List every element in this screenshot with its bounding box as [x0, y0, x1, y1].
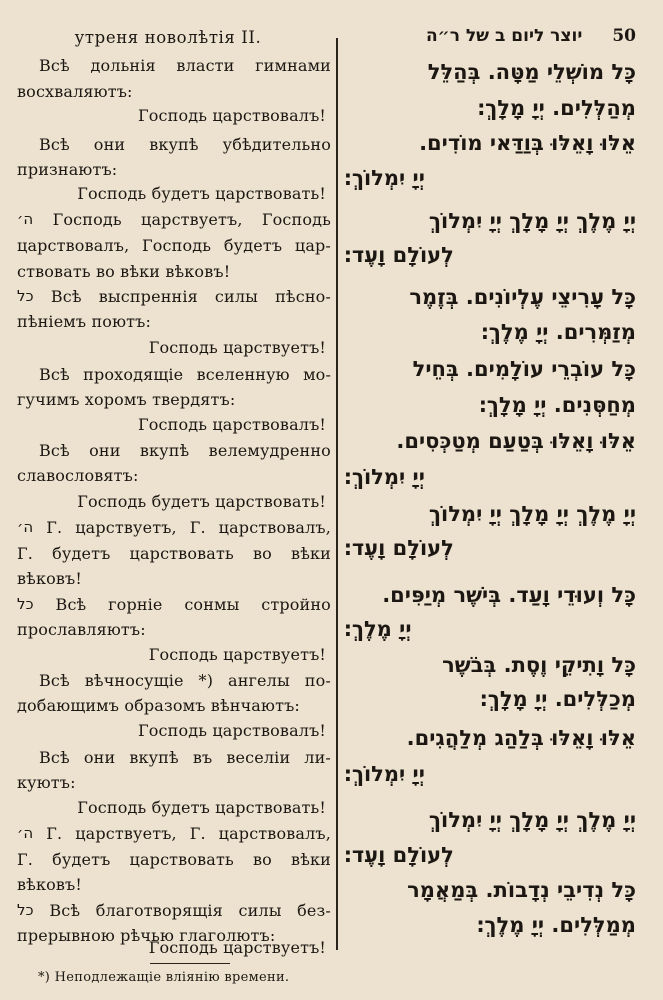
word: проходящіе	[83, 365, 184, 384]
word: веселіи	[226, 748, 291, 767]
word: Всѣ	[39, 135, 70, 154]
russian-line: славословятъ:	[17, 466, 139, 485]
russian-line: восхваляютъ:	[17, 82, 133, 101]
word: Г.	[46, 518, 63, 537]
word: по-	[304, 671, 331, 690]
word: вѣки	[291, 850, 331, 869]
word: царствовать	[129, 544, 234, 563]
word: вѣки	[291, 544, 331, 563]
word: благотворящія	[95, 901, 223, 920]
word: Всѣ	[49, 901, 81, 920]
russian-line: вѣковъ!	[17, 875, 82, 894]
word: силы	[238, 901, 282, 920]
hebrew-line: יְיָ מֶלֶךְ יְיָ מָלָךְ יְיָ יִמְלוֹךְ	[428, 209, 636, 233]
word: *)	[198, 671, 214, 690]
word: власти	[176, 56, 235, 75]
footnote-rule	[150, 963, 230, 964]
russian-line: Господь царствовалъ!	[138, 415, 326, 434]
word: царствуетъ,	[75, 824, 177, 843]
russian-line: Господь будетъ царствовать!	[77, 492, 326, 511]
word: во	[252, 544, 272, 563]
footnote: *) Неподлежащіе вліянію времени.	[38, 970, 290, 985]
hebrew-line: לְעוֹלָם וָעֶד׃	[344, 243, 454, 267]
hebrew-line: יְיָ יִמְלוֹךְ׃	[344, 166, 425, 190]
margin-mark: ה׳	[17, 518, 34, 536]
hebrew-line: מְכַלְּלִים. יְיָ מָלָךְ׃	[479, 687, 636, 711]
russian-line: Господь царствуетъ!	[148, 645, 326, 664]
word: царствовалъ,	[218, 824, 331, 843]
word: Г.	[17, 544, 33, 563]
word: выспреннія	[98, 287, 198, 306]
word: Всѣ	[39, 671, 70, 690]
russian-line: Господь будетъ царствовать!	[77, 184, 326, 203]
word: цар-	[294, 236, 331, 255]
word: убѣдительно	[222, 135, 331, 154]
page-number: 50	[612, 26, 636, 46]
word: Господь	[52, 210, 122, 229]
word: горніе	[108, 595, 163, 614]
word: они	[83, 748, 116, 767]
margin-mark: ה׳	[17, 824, 34, 842]
russian-line: Господь царствуетъ!	[148, 938, 326, 957]
word: они	[89, 441, 121, 460]
hebrew-line: כָּל וָתִיקֵי וֶסֶת. בְּבֹשֶׁר	[442, 653, 636, 677]
russian-line: пѣніемъ поютъ:	[17, 312, 152, 331]
russian-line	[17, 826, 331, 842]
word: вкупѣ	[149, 135, 199, 154]
word: Всѣ	[55, 595, 87, 614]
word: будетъ	[223, 236, 283, 255]
hebrew-line: מְחַסְּנִים. יְיָ מָלָךְ׃	[478, 393, 636, 417]
hebrew-line: כָּל עוֹבְרֵי עוֹלָמִים. בְּחֵיל	[412, 357, 636, 381]
word: ангелы	[228, 671, 290, 690]
word: вкупѣ	[129, 748, 179, 767]
hebrew-line: יְיָ מֶלֶךְ יְיָ מָלָךְ יְיָ יִמְלוֹךְ	[428, 808, 636, 832]
russian-line: признаютъ:	[17, 160, 118, 179]
hebrew-line: כָּל נְדִיבֵי נְדָבוֹת. בְּמַאֲמָר	[407, 878, 636, 902]
hebrew-line: יְיָ יִמְלוֹךְ׃	[344, 762, 425, 786]
word: Г.	[189, 824, 206, 843]
word: ли-	[304, 748, 331, 767]
word: вѣчносущіе	[84, 671, 184, 690]
hebrew-line: אֵלּוּ וָאֵלּוּ בְּטַעַם מְטַכְּסִים.	[396, 429, 636, 453]
hebrew-line: יְיָ מֶלֶךְ יְיָ מָלָךְ יְיָ יִמְלוֹךְ	[428, 502, 636, 526]
hebrew-line: כָּל עָרִיצֵי עֶלְיוֹנִים. בְּזֶמֶר	[409, 285, 636, 309]
russian-line: куютъ:	[17, 773, 76, 792]
hebrew-line: כָּל מוֹשְׁלֵי מַטָּה. בְּהַלֵּל	[427, 60, 636, 84]
russian-line	[17, 238, 331, 254]
word: Господь	[261, 210, 331, 229]
russian-line: добающимъ образомъ вѣнчаютъ:	[17, 696, 300, 715]
russian-line	[17, 520, 331, 536]
word: Всѣ	[39, 56, 70, 75]
word: велемудренно	[208, 441, 331, 460]
hebrew-line: מְהַלְּלִים. יְיָ מָלָךְ׃	[477, 96, 636, 120]
russian-line	[17, 750, 331, 766]
russian-line	[17, 597, 331, 613]
hebrew-line: לְעוֹלָם וָעֶד׃	[344, 843, 454, 867]
russian-line	[17, 58, 331, 74]
russian-running-header: утреня новолѣтія II.	[74, 28, 262, 47]
word: вкупѣ	[139, 441, 190, 460]
hebrew-line: כָּל וְעוּדֵי וָעַד. בְּיֹשֶׁר מְיַפִּים.	[382, 583, 636, 607]
russian-line	[17, 903, 331, 919]
word: без-	[297, 901, 331, 920]
word: Г.	[17, 850, 33, 869]
hebrew-line: אֵלּוּ וָאֵלּוּ בְּלַהַג מְלַהֲגִים.	[406, 726, 636, 750]
word: во	[252, 850, 272, 869]
russian-line	[17, 443, 331, 459]
word: Господь	[142, 236, 212, 255]
word: царствовалъ,	[17, 236, 130, 255]
russian-line	[17, 212, 331, 228]
word: они	[93, 135, 126, 154]
word: Всѣ	[50, 287, 82, 306]
margin-mark: כל	[17, 595, 34, 613]
russian-line: Господь царствуетъ!	[148, 338, 326, 357]
hebrew-line: יְיָ יִמְלוֹךְ׃	[344, 465, 425, 489]
word: царствуетъ,	[75, 518, 177, 537]
word: Всѣ	[39, 441, 70, 460]
russian-line: вѣковъ!	[17, 569, 82, 588]
hebrew-running-header	[336, 26, 636, 46]
margin-mark: כל	[17, 287, 34, 305]
word: царствовалъ,	[218, 518, 331, 537]
russian-line	[17, 852, 331, 868]
russian-line: гучимъ хоромъ твердятъ:	[17, 390, 236, 409]
hebrew-line: מְמַלְּלִים. יְיָ מֶלֶךְ׃	[476, 913, 636, 937]
word: сонмы	[184, 595, 240, 614]
word: стройно	[261, 595, 331, 614]
margin-mark: כל	[17, 901, 34, 919]
word: гимнами	[255, 56, 331, 75]
russian-line: прославляютъ:	[17, 620, 146, 639]
russian-line	[17, 673, 331, 689]
russian-line: Господь будетъ царствовать!	[77, 798, 326, 817]
russian-line: Господь царствовалъ!	[138, 106, 326, 125]
hebrew-header-title: יוצר ליום ב של ר״ה	[425, 26, 583, 46]
russian-line	[17, 546, 331, 562]
word: Г.	[46, 824, 63, 843]
word: будетъ	[52, 544, 111, 563]
russian-line	[17, 137, 331, 153]
word: вселенную	[196, 365, 290, 384]
word: будетъ	[52, 850, 111, 869]
word: Всѣ	[39, 748, 70, 767]
word: царствовать	[129, 850, 234, 869]
word: силы	[214, 287, 259, 306]
russian-line: прерывною рѣчью глаголютъ:	[17, 926, 276, 945]
word: дольнія	[90, 56, 156, 75]
hebrew-line: יְיָ מֶלֶךְ׃	[344, 617, 412, 641]
word: Всѣ	[39, 365, 70, 384]
column-divider	[336, 38, 338, 950]
margin-mark: ה׳	[17, 210, 34, 228]
russian-line	[17, 289, 331, 305]
hebrew-line: מְזַמְּרִים. יְיָ מֶלֶךְ׃	[480, 320, 636, 344]
word: мо-	[303, 365, 331, 384]
word: пѣсно-	[275, 287, 331, 306]
hebrew-line: אֵלּוּ וָאֵלּוּ בְּוַדַּאי מוֹדִים.	[419, 131, 636, 155]
russian-line: ствовать во вѣки вѣковъ!	[17, 262, 231, 281]
russian-line: Господь царствовалъ!	[138, 721, 326, 740]
hebrew-line: לְעוֹלָם וָעֶד׃	[344, 536, 454, 560]
word: Г.	[189, 518, 206, 537]
word: царствуетъ,	[141, 210, 243, 229]
word: въ	[192, 748, 213, 767]
russian-line	[17, 367, 331, 383]
